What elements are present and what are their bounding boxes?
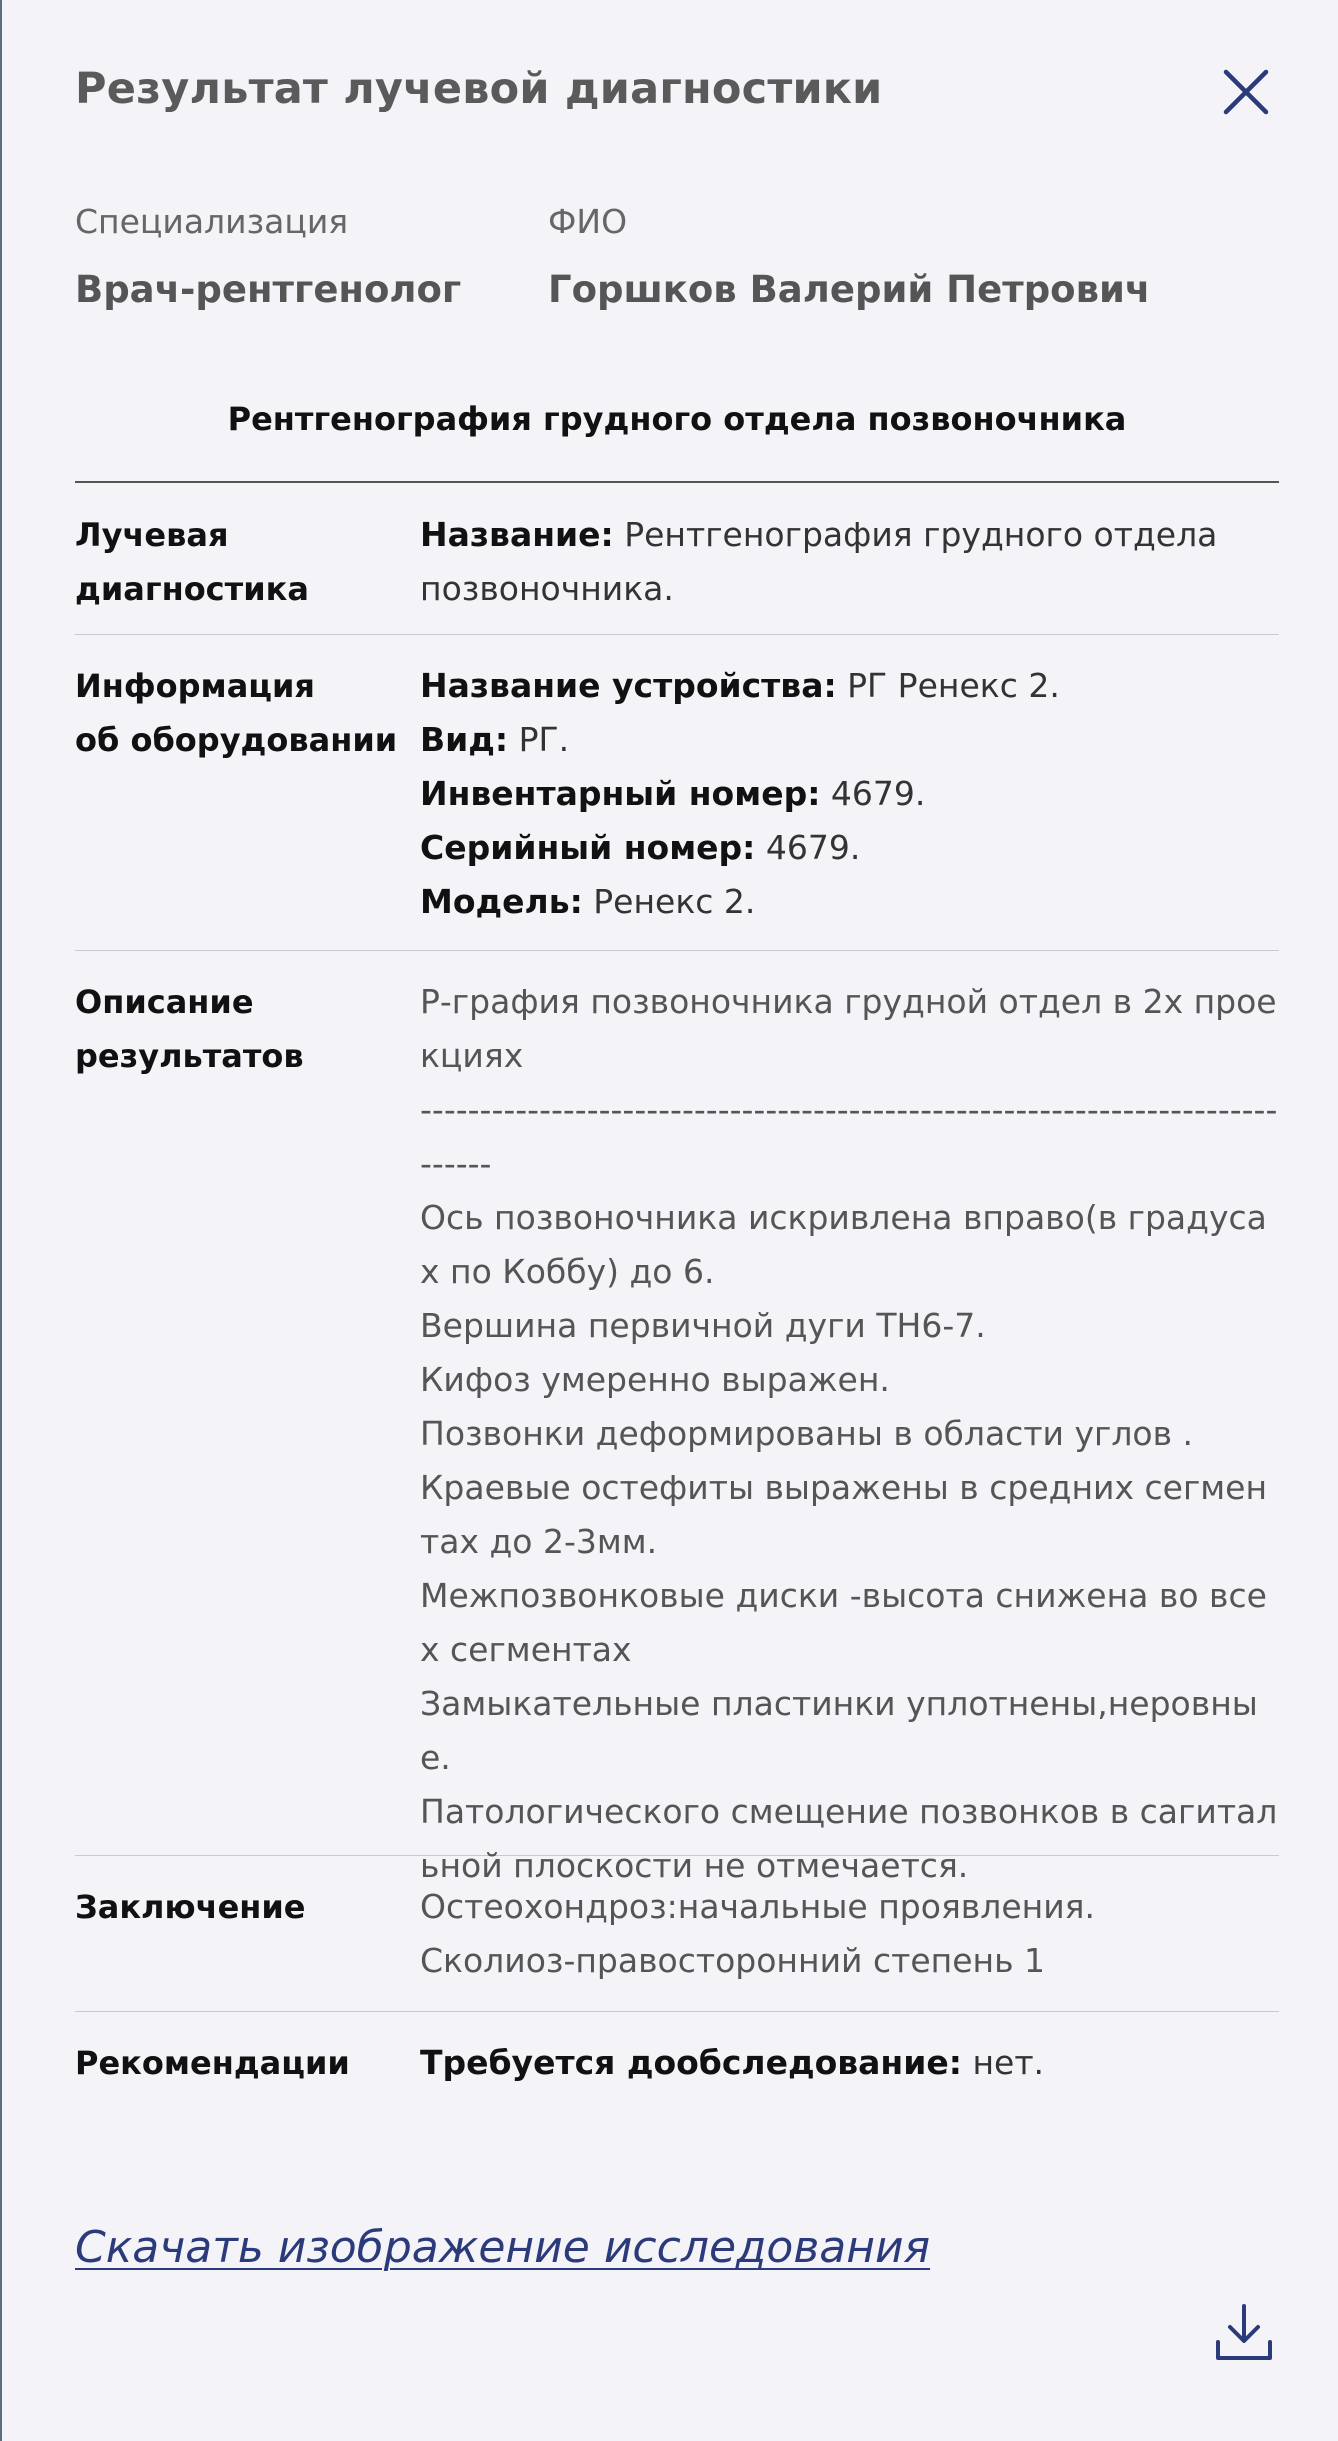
equipment-device-name: Название устройства: РГ Ренекс 2. [420, 666, 1060, 705]
download-image-link[interactable]: Скачать изображение исследования [75, 2222, 931, 2273]
row-label-recommendations: Рекомендации [75, 2044, 350, 2082]
modal-title: Результат лучевой диагностики [75, 64, 883, 114]
download-icon[interactable] [1214, 2302, 1274, 2362]
row-label-description: Описание результатов [75, 983, 304, 1075]
recommendations-text: Требуется дообследование: нет. [420, 2043, 1045, 2082]
specialization-value: Врач-рентгенолог [75, 268, 462, 311]
equipment-inventory-number: Инвентарный номер: 4679. [420, 774, 926, 813]
row-equipment [75, 635, 1279, 951]
fio-label: ФИО [548, 202, 628, 241]
equipment-details [420, 659, 1279, 950]
equipment-type: Вид: РГ. [420, 720, 570, 759]
row-label-equipment: Информация об оборудовании [75, 667, 398, 759]
row-conclusion [75, 1856, 1279, 2012]
row-label-diagnostics: Лучевая диагностика [75, 516, 309, 608]
specialization-label: Специализация [75, 202, 349, 241]
close-button[interactable] [1218, 64, 1274, 120]
equipment-model: Модель: Ренекс 2. [420, 882, 756, 921]
row-recommendations [75, 2012, 1279, 2102]
result-table [75, 481, 1279, 2102]
description-text: Р-графия позвоночника грудной отдел в 2х проекциях ------------------------------------------------------------------------------ Ось позвоночника искривлена вправо(в градусах по Коббу) до 6. Вершина первичной дуги ТН6-7. Кифоз умеренно выражен. Позвонки деформированы в области углов . Краевые остефиты выражены в средних сегментах до 2-3мм. Межпозвонковые диски -высота снижена во всех сегментах Замыкательные пластинки уплотнены,неровные. Патологического смещение позвонков в сагитальной плоскости не отмечается. [420, 982, 1278, 1885]
study-title: Рентгенография грудного отдела позвоночника [227, 400, 1127, 438]
diagnostics-name: Название: Рентгенография грудного отдела позвоночника. [420, 515, 1218, 608]
row-description [75, 951, 1279, 1885]
row-diagnostics [75, 483, 1279, 635]
equipment-serial-number: Серийный номер: 4679. [420, 828, 861, 867]
row-label-conclusion: Заключение [75, 1888, 306, 1926]
conclusion-text: Остеохондроз:начальные проявления. Сколиоз-правосторонний степень 1 [420, 1887, 1096, 1980]
download-button[interactable] [1214, 2302, 1274, 2362]
close-icon[interactable] [1218, 64, 1274, 120]
fio-value: Горшков Валерий Петрович [548, 268, 1151, 311]
